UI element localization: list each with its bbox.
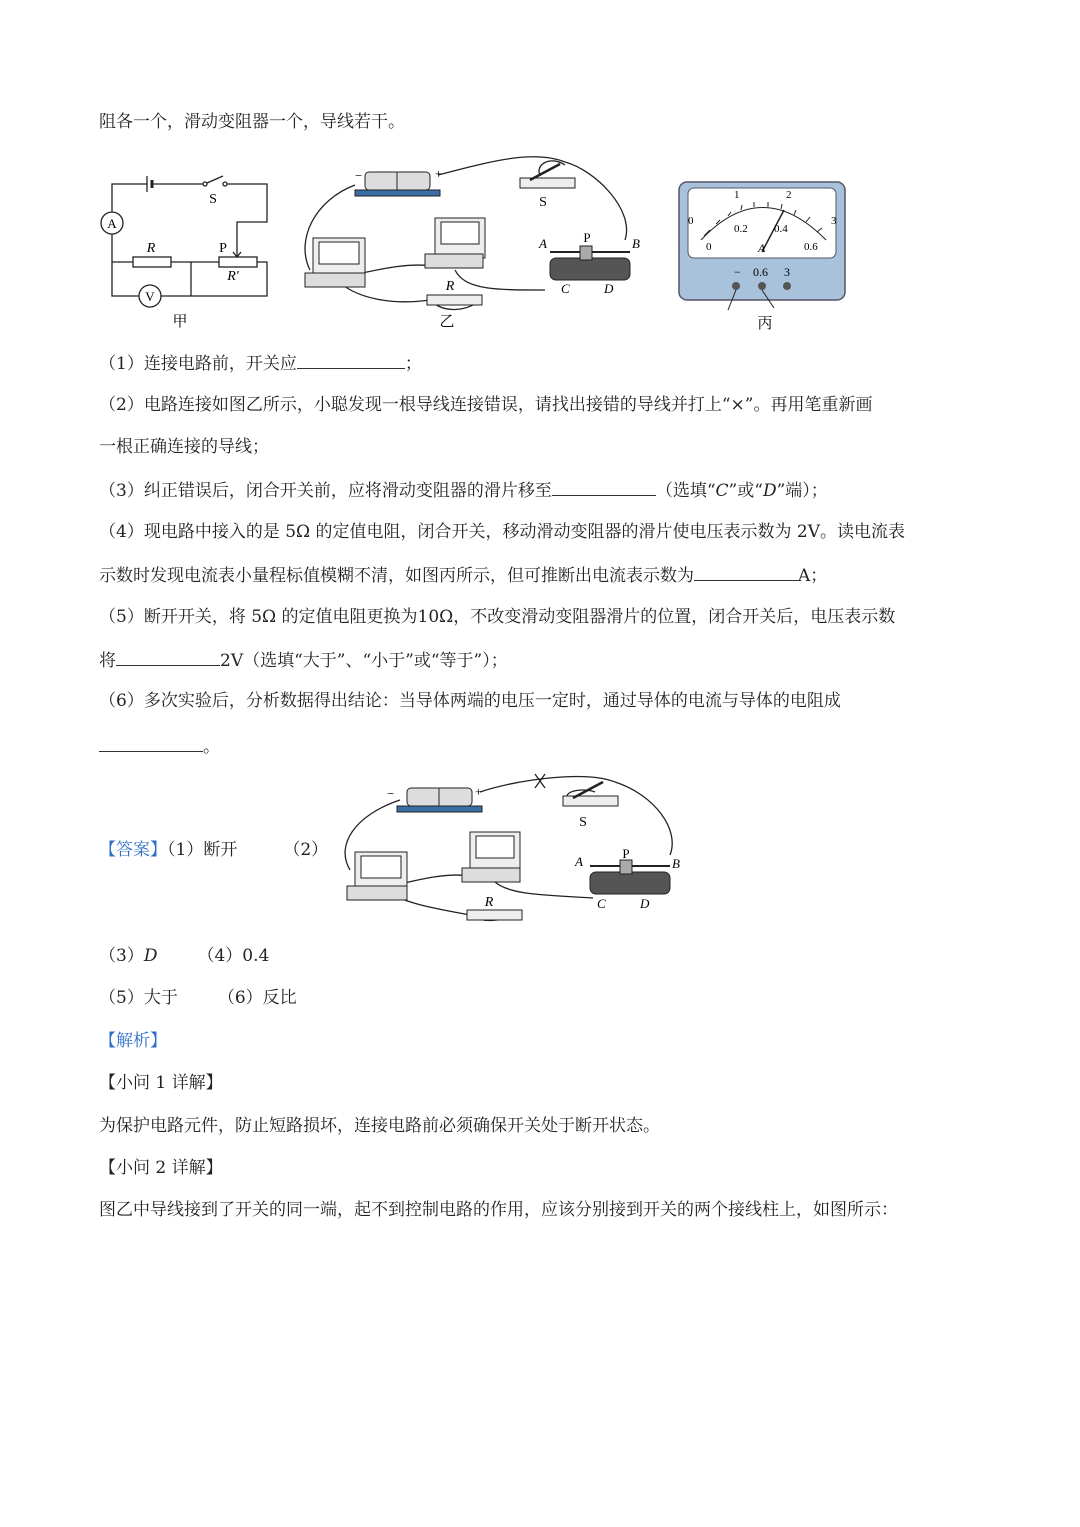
answer-d-label: D xyxy=(640,896,650,911)
question-2-line2: 一根正确连接的导线； xyxy=(99,437,269,457)
answer-p-label: P xyxy=(622,846,630,861)
unit-label: A xyxy=(758,241,766,255)
top-scale-1: 1 xyxy=(734,189,740,201)
switch-label: S xyxy=(209,192,217,207)
caption-jia: 甲 xyxy=(172,314,188,330)
rheostat-p-label: P xyxy=(583,230,591,245)
bottom-scale-0: 0 xyxy=(706,241,712,253)
answer-figure-corrected-circuit xyxy=(335,770,685,930)
switch-s-label: S xyxy=(539,195,547,210)
rheostat-icon xyxy=(550,258,630,280)
terminal-minus: − xyxy=(734,265,741,279)
top-scale-3: 3 xyxy=(831,215,837,227)
slider-label: P xyxy=(219,241,227,256)
sub-question-1-body: 为保护电路元件，防止短路损坏，连接电路前必须确保开关处于断开状态。 xyxy=(99,1116,660,1136)
answer-c-label: C xyxy=(597,896,606,911)
answer-b-label: B xyxy=(672,856,680,871)
answer-tag: 【答案】 xyxy=(99,840,167,860)
question-3: （3）纠正错误后，闭合开关前，应将滑动变阻器的滑片移至 （选填“C”或“D”端）； xyxy=(99,477,828,503)
question-5-line2: 将 2V（选填“大于”、“小于”或“等于”）； xyxy=(99,647,508,673)
question-4-line2: 示数时发现电流表小量程标值模糊不清，如图丙所示，但可推断出电流表示数为 A； xyxy=(99,562,827,588)
answer-battery-plus: + xyxy=(475,784,483,799)
figure-jia-circuit xyxy=(95,170,285,340)
rheostat-c-label: C xyxy=(561,281,570,296)
question-2-line1: （2）电路连接如图乙所示，小聪发现一根导线连接错误，请找出接错的导线并打上“×”。再用笔重新画 xyxy=(99,395,873,415)
switch-icon xyxy=(520,178,575,188)
terminal-06: 0.6 xyxy=(753,265,768,279)
battery-minus: − xyxy=(355,168,363,183)
sub-question-2-body: 图乙中导线接到了开关的同一端，起不到控制电路的作用，应该分别接到开关的两个接线柱上，如图所示： xyxy=(99,1200,898,1220)
question-1: （1）连接电路前，开关应 ； xyxy=(99,350,422,376)
terminal-3: 3 xyxy=(784,265,790,279)
battery-base xyxy=(355,190,440,196)
answer-line-3: （5）大于 （6）反比 xyxy=(99,988,297,1008)
sub-question-2-heading: 【小问 2 详解】 xyxy=(99,1158,223,1178)
resistor-icon xyxy=(427,295,482,305)
bottom-scale-1: 0.2 xyxy=(734,223,748,235)
caption-yi: 乙 xyxy=(439,314,455,330)
intro-text: 阻各一个，滑动变阻器一个，导线若干。 xyxy=(99,112,405,132)
caption-bing: 丙 xyxy=(757,316,773,332)
resistor-r-label: R xyxy=(445,279,455,294)
rheostat-label: R′ xyxy=(227,269,239,284)
answer-a-label: A xyxy=(575,854,583,869)
question-6-line2: 。 xyxy=(99,733,220,759)
figure-bing-ammeter xyxy=(676,180,851,335)
rheostat-d-label: D xyxy=(604,281,614,296)
sub-question-1-heading: 【小问 1 详解】 xyxy=(99,1073,223,1093)
rheostat-a-label: A xyxy=(539,236,547,251)
analysis-tag: 【解析】 xyxy=(99,1031,167,1051)
question-5-line1: （5）断开开关，将 5Ω 的定值电阻更换为10Ω，不改变滑动变阻器滑片的位置，闭合开关后，电压表示数 xyxy=(99,607,896,627)
answer-resistor-label: R xyxy=(484,895,494,910)
top-scale-2: 2 xyxy=(786,189,792,201)
answer-line-1: 【答案】（1）断开 （2） xyxy=(99,840,329,860)
ammeter-label: A xyxy=(107,216,117,231)
question-4-line1: （4）现电路中接入的是 5Ω 的定值电阻，闭合开关，移动滑动变阻器的滑片使电压表示数为 2V。读电流表 xyxy=(99,522,906,542)
question-6-line1: （6）多次实验后，分析数据得出结论：当导体两端的电压一定时，通过导体的电流与导体的电阻成 xyxy=(99,691,841,711)
voltmeter-label: V xyxy=(145,289,155,304)
answer-line-2: （3）D （4）0.4 xyxy=(99,946,270,966)
rheostat-b-label: B xyxy=(632,236,640,251)
answer-switch-label: S xyxy=(579,815,587,830)
battery-plus: + xyxy=(435,166,443,181)
figure-yi-physical-circuit xyxy=(295,150,655,335)
answer-battery-minus: − xyxy=(387,786,395,801)
bottom-scale-2: 0.4 xyxy=(774,223,788,235)
resistor-label: R xyxy=(146,241,156,256)
bottom-scale-3: 0.6 xyxy=(804,241,818,253)
top-scale-0: 0 xyxy=(688,215,694,227)
